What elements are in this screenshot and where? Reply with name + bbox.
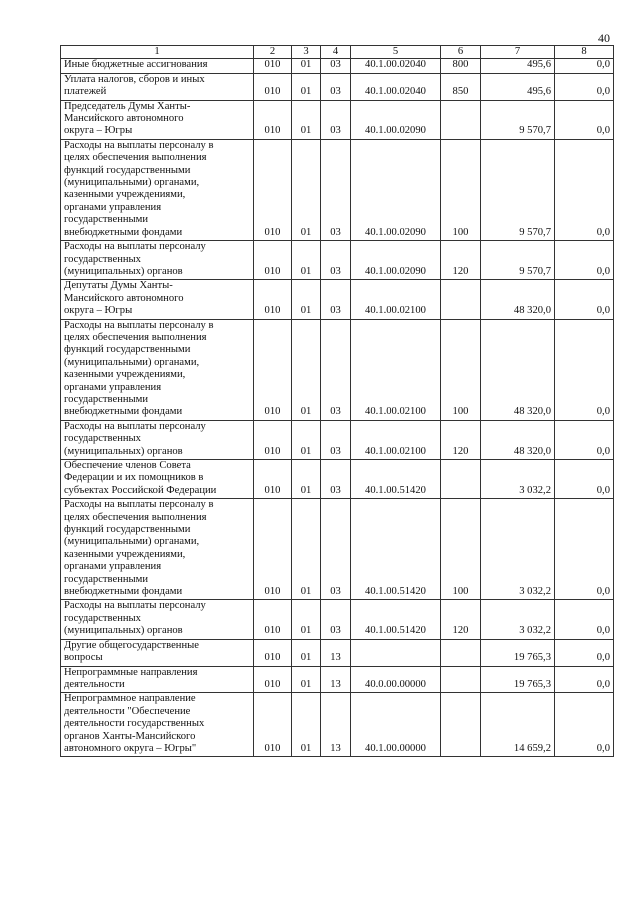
section-code: 01 — [292, 420, 321, 459]
table-row — [61, 73, 614, 100]
expense-type-code: 100 — [441, 499, 481, 600]
row-name: Расходы на выплаты персоналу в целях обеспечения выполнения функций государственными (муниципальными) органами, казенными учреждениями, органами управления государственными внебюджетными фондами — [61, 139, 254, 240]
amount-value: 9 570,7 — [481, 139, 555, 240]
amount-value: 3 032,2 — [481, 460, 555, 499]
target-article-code: 40.1.00.51420 — [351, 499, 441, 600]
target-article-code: 40.1.00.02090 — [351, 100, 441, 139]
table-row — [61, 460, 614, 499]
target-article-code: 40.1.00.02040 — [351, 73, 441, 100]
amount-value-2: 0,0 — [555, 280, 614, 319]
column-header: 2 — [254, 46, 292, 59]
expense-type-code: 120 — [441, 600, 481, 639]
table-row — [61, 100, 614, 139]
ministry-code: 010 — [254, 420, 292, 459]
amount-value-2: 0,0 — [555, 241, 614, 280]
section-code: 01 — [292, 319, 321, 420]
amount-value-2: 0,0 — [555, 420, 614, 459]
amount-value-2: 0,0 — [555, 139, 614, 240]
table-row — [61, 693, 614, 757]
section-code: 01 — [292, 693, 321, 757]
row-name: Расходы на выплаты персоналу в целях обеспечения выполнения функций государственными (муниципальными) органами, казенными учреждениями, органами управления государственными внебюджетными фондами — [61, 499, 254, 600]
subsection-code: 03 — [321, 600, 351, 639]
budget-table — [60, 45, 614, 757]
amount-value: 495,6 — [481, 59, 555, 73]
target-article-code: 40.1.00.02090 — [351, 241, 441, 280]
expense-type-code: 120 — [441, 241, 481, 280]
amount-value: 48 320,0 — [481, 280, 555, 319]
expense-type-code: 850 — [441, 73, 481, 100]
amount-value: 19 765,3 — [481, 666, 555, 693]
subsection-code: 13 — [321, 666, 351, 693]
section-code: 01 — [292, 59, 321, 73]
table-row — [61, 420, 614, 459]
target-article-code — [351, 639, 441, 666]
subsection-code: 03 — [321, 460, 351, 499]
row-name: Расходы на выплаты персоналу в целях обеспечения выполнения функций государственными (муниципальными) органами, казенными учреждениями, органами управления государственными внебюджетными фондами — [61, 319, 254, 420]
amount-value: 3 032,2 — [481, 600, 555, 639]
row-name: Непрограммные направления деятельности — [61, 666, 254, 693]
ministry-code: 010 — [254, 241, 292, 280]
column-header: 1 — [61, 46, 254, 59]
section-code: 01 — [292, 600, 321, 639]
column-header: 8 — [555, 46, 614, 59]
column-header: 6 — [441, 46, 481, 59]
amount-value-2: 0,0 — [555, 499, 614, 600]
section-code: 01 — [292, 639, 321, 666]
row-name: Другие общегосударственные вопросы — [61, 639, 254, 666]
ministry-code: 010 — [254, 460, 292, 499]
row-name: Депутаты Думы Ханты- Мансийского автономного округа – Югры — [61, 280, 254, 319]
ministry-code: 010 — [254, 499, 292, 600]
section-code: 01 — [292, 139, 321, 240]
amount-value: 495,6 — [481, 73, 555, 100]
ministry-code: 010 — [254, 666, 292, 693]
amount-value-2: 0,0 — [555, 100, 614, 139]
subsection-code: 03 — [321, 59, 351, 73]
subsection-code: 03 — [321, 241, 351, 280]
subsection-code: 13 — [321, 639, 351, 666]
row-name: Председатель Думы Ханты- Мансийского автономного округа – Югры — [61, 100, 254, 139]
amount-value: 48 320,0 — [481, 319, 555, 420]
table-row — [61, 499, 614, 600]
amount-value: 9 570,7 — [481, 241, 555, 280]
section-code: 01 — [292, 666, 321, 693]
expense-type-code: 120 — [441, 420, 481, 459]
subsection-code: 13 — [321, 693, 351, 757]
expense-type-code — [441, 693, 481, 757]
column-header: 7 — [481, 46, 555, 59]
amount-value-2: 0,0 — [555, 319, 614, 420]
target-article-code: 40.1.00.02100 — [351, 280, 441, 319]
row-name: Расходы на выплаты персоналу государственных (муниципальных) органов — [61, 420, 254, 459]
amount-value-2: 0,0 — [555, 639, 614, 666]
expense-type-code — [441, 280, 481, 319]
expense-type-code — [441, 666, 481, 693]
expense-type-code — [441, 100, 481, 139]
section-code: 01 — [292, 100, 321, 139]
column-header: 3 — [292, 46, 321, 59]
subsection-code: 03 — [321, 420, 351, 459]
target-article-code: 40.1.00.02100 — [351, 420, 441, 459]
expense-type-code — [441, 639, 481, 666]
table-row — [61, 139, 614, 240]
subsection-code: 03 — [321, 280, 351, 319]
expense-type-code: 100 — [441, 139, 481, 240]
expense-type-code — [441, 460, 481, 499]
row-name: Иные бюджетные ассигнования — [61, 59, 254, 73]
subsection-code: 03 — [321, 139, 351, 240]
row-name: Обеспечение членов Совета Федерации и их помощников в субъектах Российской Федерации — [61, 460, 254, 499]
ministry-code: 010 — [254, 139, 292, 240]
amount-value-2: 0,0 — [555, 460, 614, 499]
target-article-code: 40.1.00.02090 — [351, 139, 441, 240]
amount-value: 9 570,7 — [481, 100, 555, 139]
section-code: 01 — [292, 241, 321, 280]
ministry-code: 010 — [254, 600, 292, 639]
table-row — [61, 241, 614, 280]
amount-value: 19 765,3 — [481, 639, 555, 666]
table-row — [61, 600, 614, 639]
page-number: 40 — [598, 31, 610, 45]
expense-type-code: 800 — [441, 59, 481, 73]
table-row — [61, 639, 614, 666]
subsection-code: 03 — [321, 100, 351, 139]
row-name: Уплата налогов, сборов и иных платежей — [61, 73, 254, 100]
table-row — [61, 319, 614, 420]
section-code: 01 — [292, 499, 321, 600]
amount-value-2: 0,0 — [555, 666, 614, 693]
ministry-code: 010 — [254, 693, 292, 757]
ministry-code: 010 — [254, 319, 292, 420]
section-code: 01 — [292, 73, 321, 100]
amount-value-2: 0,0 — [555, 73, 614, 100]
subsection-code: 03 — [321, 73, 351, 100]
target-article-code: 40.1.00.51420 — [351, 600, 441, 639]
amount-value: 48 320,0 — [481, 420, 555, 459]
ministry-code: 010 — [254, 280, 292, 319]
row-name: Непрограммное направление деятельности "Обеспечение деятельности государственных органов Ханты-Мансийского автономного округа – Югры" — [61, 693, 254, 757]
section-code: 01 — [292, 280, 321, 319]
expense-type-code: 100 — [441, 319, 481, 420]
amount-value-2: 0,0 — [555, 59, 614, 73]
subsection-code: 03 — [321, 319, 351, 420]
section-code: 01 — [292, 460, 321, 499]
amount-value: 3 032,2 — [481, 499, 555, 600]
target-article-code: 40.1.00.51420 — [351, 460, 441, 499]
column-number-row — [61, 46, 614, 59]
table-row — [61, 280, 614, 319]
row-name: Расходы на выплаты персоналу государственных (муниципальных) органов — [61, 600, 254, 639]
target-article-code: 40.1.00.02100 — [351, 319, 441, 420]
ministry-code: 010 — [254, 59, 292, 73]
target-article-code: 40.0.00.00000 — [351, 666, 441, 693]
amount-value-2: 0,0 — [555, 600, 614, 639]
row-name: Расходы на выплаты персоналу государственных (муниципальных) органов — [61, 241, 254, 280]
column-header: 5 — [351, 46, 441, 59]
ministry-code: 010 — [254, 100, 292, 139]
amount-value: 14 659,2 — [481, 693, 555, 757]
table-row — [61, 666, 614, 693]
column-header: 4 — [321, 46, 351, 59]
amount-value-2: 0,0 — [555, 693, 614, 757]
target-article-code: 40.1.00.00000 — [351, 693, 441, 757]
ministry-code: 010 — [254, 73, 292, 100]
subsection-code: 03 — [321, 499, 351, 600]
target-article-code: 40.1.00.02040 — [351, 59, 441, 73]
table-row — [61, 59, 614, 73]
ministry-code: 010 — [254, 639, 292, 666]
